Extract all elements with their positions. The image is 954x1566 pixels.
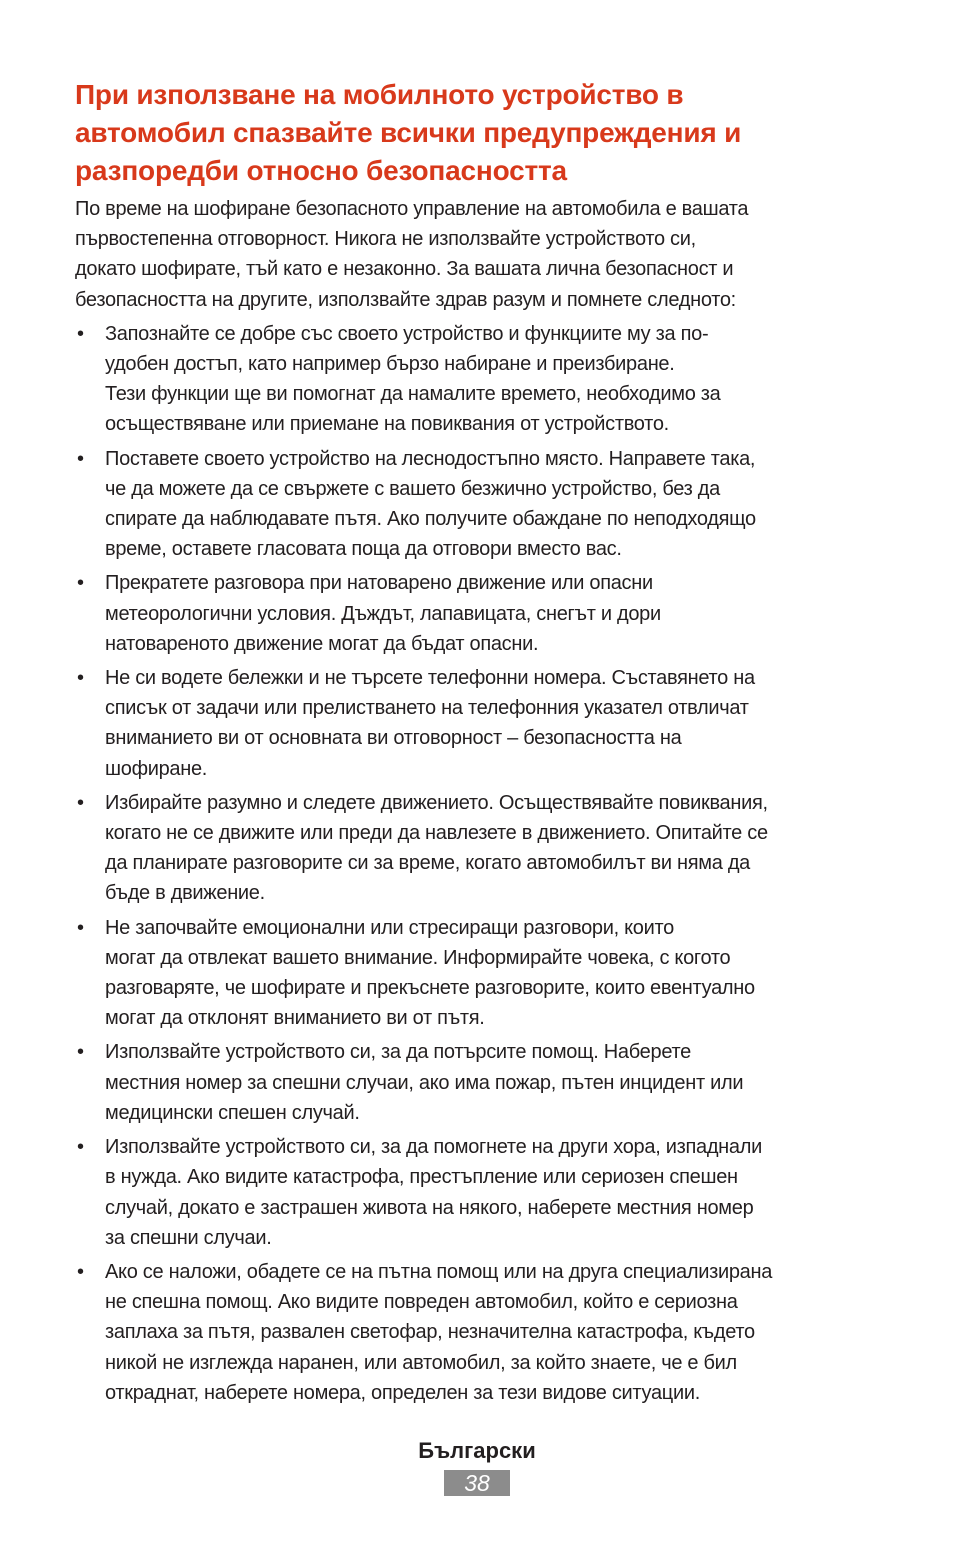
intro-line: безопасността на другите, използвайте здрав разум и помнете следното: (75, 288, 736, 311)
bullet-text-line: когато не се движите или преди да навлезете в движението. Опитайте се (105, 822, 768, 845)
bullet-marker: • (77, 322, 84, 345)
bullet-text-line: в нужда. Ако видите катастрофа, престъпление или сериозен спешен (105, 1166, 738, 1189)
bullet-text-line: Запознайте се добре със своето устройство и функциите му за по- (105, 322, 709, 345)
bullet-text-line: метеорологични условия. Дъждът, лапавицата, снегът и дори (105, 602, 661, 625)
bullet-text-line: откраднат, наберете номера, определен за тези видове ситуации. (105, 1381, 700, 1404)
bullet-text-line: да планирате разговорите си за време, когато автомобилът ви няма да (105, 852, 751, 875)
bullet-text-line: Не започвайте емоционални или стресиращи разговори, които (105, 916, 674, 939)
intro-line: първостепенна отговорност. Никога не използвайте устройството си, (75, 228, 696, 251)
bullet-text-line: Не си водете бележки и не търсете телефонни номера. Съставянето на (105, 667, 755, 690)
bullet-marker: • (77, 1260, 84, 1283)
bullet-marker: • (77, 791, 84, 814)
bullet-item (75, 663, 887, 784)
bullet-text-line: натовареното движение могат да бъдат опасни. (105, 632, 539, 655)
bullet-text-line: Ако се наложи, обадете се на пътна помощ или на друга специализирана (105, 1260, 773, 1283)
safety-bullet-list (75, 319, 887, 1408)
page-number: 38 (444, 1470, 510, 1496)
bullet-text-line: време, оставете гласовата поща да отговори вместо вас. (105, 538, 622, 561)
bullet-marker: • (77, 916, 84, 939)
bullet-text-line: списък от задачи или прелистването на телефонния указател отвличат (105, 697, 749, 720)
bullet-marker: • (77, 1136, 84, 1159)
bullet-marker: • (77, 667, 84, 690)
bullet-text-line: заплаха за пътя, развален светофар, незначителна катастрофа, където (105, 1321, 755, 1344)
bullet-item (75, 1132, 887, 1253)
bullet-item (75, 913, 887, 1034)
intro-line: докато шофирате, тъй като е незаконно. За вашата лична безопасност и (75, 258, 734, 281)
bullet-text-line: че да можете да се свържете с вашето безжично устройство, без да (105, 477, 720, 500)
bullet-item (75, 1257, 887, 1408)
intro-line: По време на шофиране безопасното управление на автомобила е вашата (75, 198, 749, 220)
section-title (75, 76, 887, 190)
bullet-text-line: осъществяване или приемане на повиквания от устройството. (105, 413, 669, 436)
bullet-text-line: не спешна помощ. Ако видите повреден автомобил, който е сериозна (105, 1291, 738, 1314)
bullet-text-line: могат да отклонят вниманието ви от пътя. (105, 1007, 485, 1030)
section-title-line: разпоредби относно безопасността (75, 155, 567, 186)
bullet-item (75, 788, 887, 909)
bullet-text-line: Използвайте устройството си, за да потърсите помощ. Наберете (105, 1041, 691, 1064)
bullet-marker: • (77, 1041, 84, 1064)
section-title-line: автомобил спазвайте всички предупреждения и (75, 117, 742, 148)
bullet-marker: • (77, 572, 84, 595)
bullet-text-line: могат да отвлекат вашето внимание. Информирайте човека, с когото (105, 946, 731, 969)
intro-paragraph (75, 194, 887, 315)
page-footer (0, 1436, 954, 1496)
bullet-text-line: бъде в движение. (105, 882, 265, 905)
bullet-item (75, 444, 887, 565)
bullet-text-line: разговаряте, че шофирате и прекъснете разговорите, които евентуално (105, 977, 755, 1000)
footer-language: Български (418, 1438, 536, 1463)
bullet-item (75, 568, 887, 659)
bullet-text-line: Тези функции ще ви помогнат да намалите времето, необходимо за (105, 383, 721, 406)
bullet-text-line: Поставете своето устройство на леснодостъпно място. Направете така, (105, 447, 756, 470)
bullet-item (75, 1037, 887, 1128)
bullet-item (75, 319, 887, 440)
bullet-text-line: Използвайте устройството си, за да помогнете на други хора, изпаднали (105, 1136, 762, 1159)
section-title-line: При използване на мобилното устройство в (75, 79, 684, 110)
bullet-text-line: никой не изглежда наранен, или автомобил, за който знаете, че е бил (105, 1351, 737, 1374)
bullet-text-line: случай, докато е застрашен живота на някого, наберете местния номер (105, 1196, 754, 1219)
bullet-text-line: Избирайте разумно и следете движението. Осъществявайте повиквания, (105, 791, 768, 814)
bullet-text-line: спирате да наблюдавате пътя. Ако получите обаждане по неподходящо (105, 508, 756, 531)
page-content (75, 76, 887, 1412)
bullet-text-line: удобен достъп, като например бързо набиране и преизбиране. (105, 353, 675, 376)
bullet-text-line: местния номер за спешни случаи, ако има пожар, пътен инцидент или (105, 1071, 744, 1094)
bullet-text-line: вниманието ви от основната ви отговорност – безопасността на (105, 727, 682, 750)
bullet-text-line: медицински спешен случай. (105, 1101, 360, 1124)
bullet-marker: • (77, 447, 84, 470)
bullet-text-line: Прекратете разговора при натоварено движение или опасни (105, 572, 653, 595)
bullet-text-line: шофиране. (105, 757, 208, 780)
bullet-text-line: за спешни случаи. (105, 1226, 272, 1249)
